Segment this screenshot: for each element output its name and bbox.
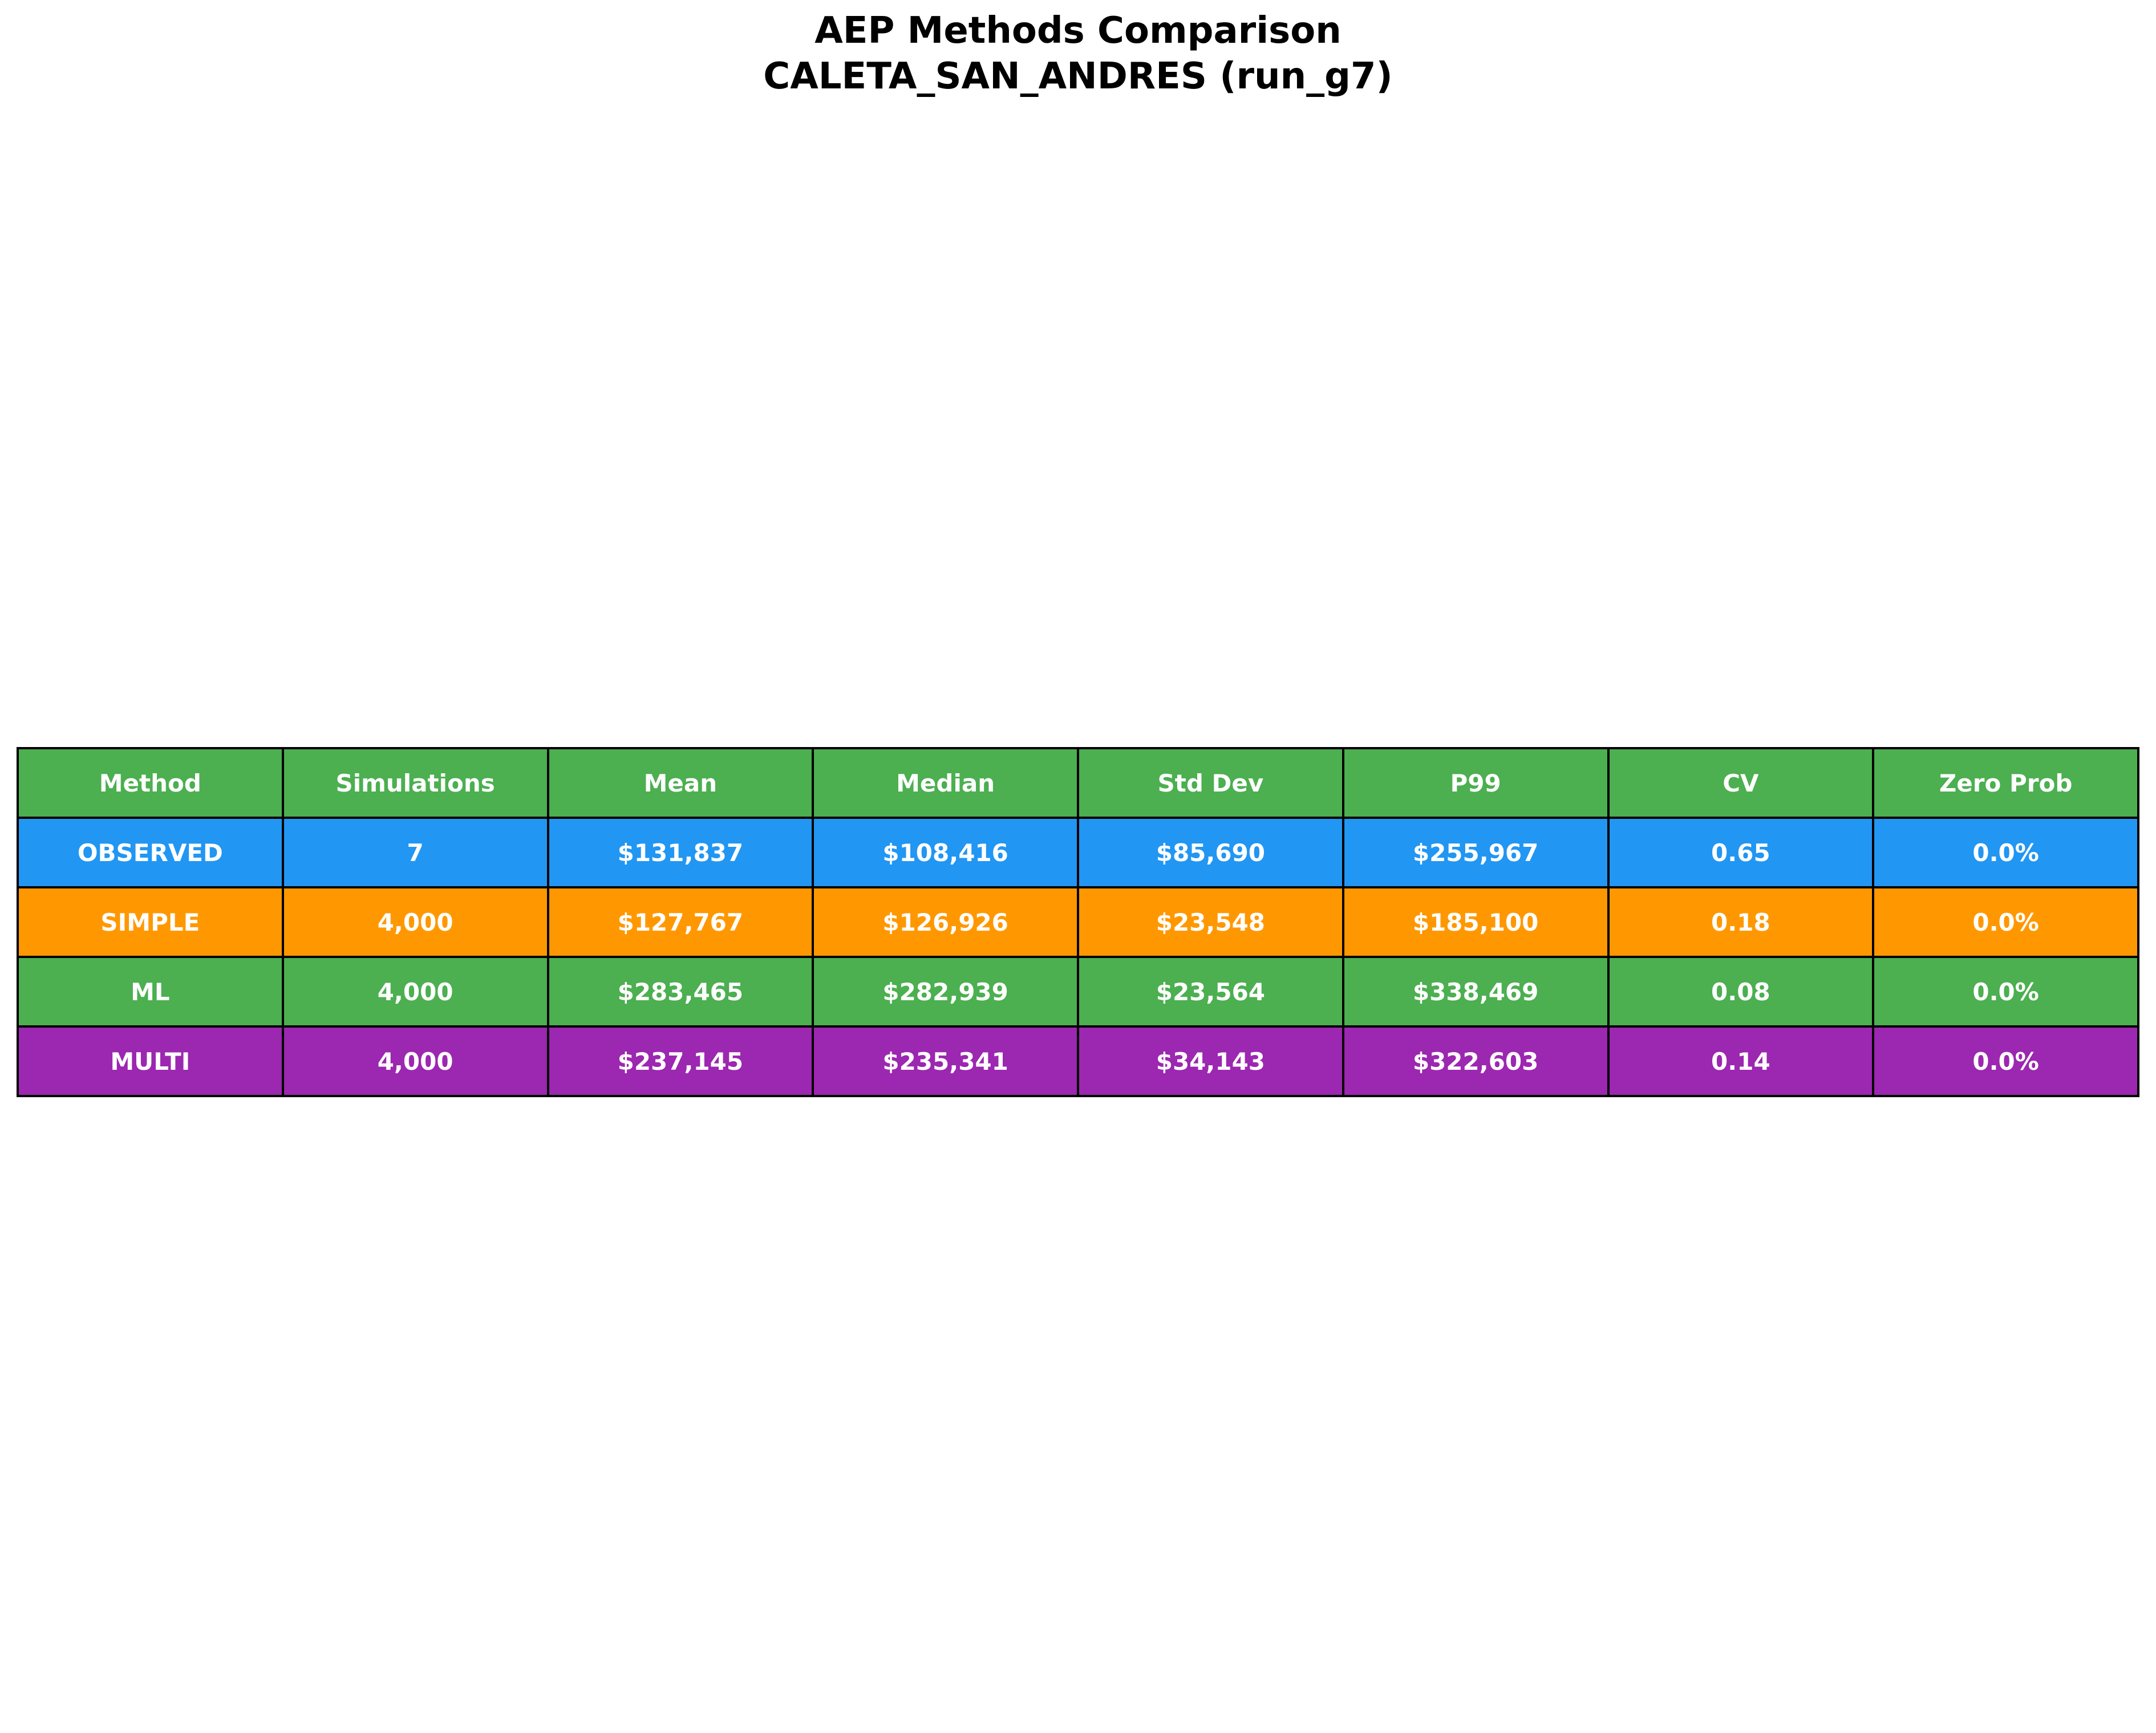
cell-median: $282,939 [813,957,1078,1026]
aep-comparison-table [17,747,2139,1097]
header-method: Method [18,748,283,818]
chart-subtitle: CALETA_SAN_ANDRES (run_g7) [763,55,1393,98]
cell-cv: 0.18 [1608,887,1874,957]
cell-p99: $255,967 [1343,818,1608,887]
cell-simulations: 4,000 [283,1026,548,1096]
cell-median: $235,341 [813,1026,1078,1096]
header-zero-prob: Zero Prob [1873,748,2138,818]
header-cv: CV [1608,748,1874,818]
cell-zero-prob: 0.0% [1873,818,2138,887]
cell-zero-prob: 0.0% [1873,1026,2138,1096]
cell-method: MULTI [18,1026,283,1096]
header-simulations: Simulations [283,748,548,818]
cell-p99: $338,469 [1343,957,1608,1026]
cell-zero-prob: 0.0% [1873,887,2138,957]
cell-zero-prob: 0.0% [1873,957,2138,1026]
cell-cv: 0.65 [1608,818,1874,887]
cell-std-dev: $23,564 [1078,957,1343,1026]
table-row-simple [18,887,2138,957]
table-row-observed [18,818,2138,887]
header-mean: Mean [548,748,813,818]
header-median: Median [813,748,1078,818]
cell-simulations: 4,000 [283,957,548,1026]
cell-mean: $283,465 [548,957,813,1026]
cell-simulations: 7 [283,818,548,887]
cell-mean: $237,145 [548,1026,813,1096]
cell-p99: $322,603 [1343,1026,1608,1096]
cell-cv: 0.08 [1608,957,1874,1026]
cell-method: ML [18,957,283,1026]
table-header-row [18,748,2138,818]
cell-std-dev: $85,690 [1078,818,1343,887]
cell-median: $126,926 [813,887,1078,957]
header-std-dev: Std Dev [1078,748,1343,818]
cell-median: $108,416 [813,818,1078,887]
cell-cv: 0.14 [1608,1026,1874,1096]
table-row-ml [18,957,2138,1026]
chart-title-block [0,8,2156,99]
header-p99: P99 [1343,748,1608,818]
cell-method: OBSERVED [18,818,283,887]
table-row-multi [18,1026,2138,1096]
cell-p99: $185,100 [1343,887,1608,957]
cell-std-dev: $34,143 [1078,1026,1343,1096]
cell-mean: $131,837 [548,818,813,887]
cell-std-dev: $23,548 [1078,887,1343,957]
cell-mean: $127,767 [548,887,813,957]
cell-method: SIMPLE [18,887,283,957]
cell-simulations: 4,000 [283,887,548,957]
chart-title: AEP Methods Comparison [814,10,1342,52]
